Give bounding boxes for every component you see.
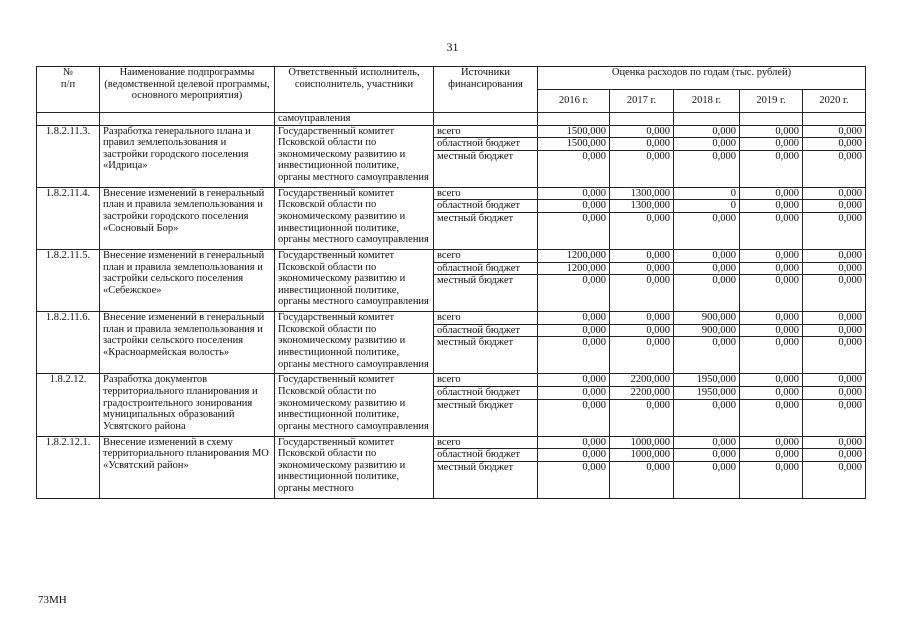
row-executor: Государственный комитет Псковской области по экономическому развитию и инвестиционной политике, органы местного самоуправления <box>275 249 434 311</box>
footer-code: 73МН <box>38 594 67 606</box>
row-code: 1.8.2.11.6. <box>37 312 100 374</box>
continuation-empty <box>100 113 275 126</box>
year-value-cell: 0,000 <box>803 138 866 151</box>
year-value-cell: 0,000 <box>740 461 803 498</box>
year-value-cell: 1500,000 <box>538 138 610 151</box>
continuation-empty <box>610 113 674 126</box>
year-value-cell: 0,000 <box>538 212 610 249</box>
year-value-cell: 0,000 <box>538 150 610 187</box>
year-value-cell: 0,000 <box>538 399 610 436</box>
year-value-cell: 0,000 <box>803 249 866 262</box>
year-value-cell: 900,000 <box>674 324 740 337</box>
year-value-cell: 1500,000 <box>538 125 610 138</box>
year-value-cell: 0,000 <box>538 324 610 337</box>
year-value-cell: 0,000 <box>674 262 740 275</box>
year-value-cell: 0,000 <box>538 312 610 325</box>
year-value-cell: 2200,000 <box>610 374 674 387</box>
year-value-cell: 0,000 <box>610 312 674 325</box>
continuation-empty <box>37 113 100 126</box>
row-executor: Государственный комитет Псковской области по экономическому развитию и инвестиционной политике, органы местного <box>275 436 434 498</box>
year-value-cell: 0,000 <box>740 212 803 249</box>
year-value-cell: 0,000 <box>610 212 674 249</box>
col-name-header: Наименование подпрограммы (ведомственной целевой программы, основного мероприятия) <box>100 67 275 113</box>
year-value-cell: 0,000 <box>803 386 866 399</box>
year-value-cell: 1950,000 <box>674 374 740 387</box>
funding-source: всего <box>434 125 538 138</box>
year-2017-header: 2017 г. <box>610 90 674 113</box>
year-value-cell: 0,000 <box>740 125 803 138</box>
continuation-empty <box>674 113 740 126</box>
year-value-cell: 0,000 <box>803 324 866 337</box>
table-row <box>37 125 866 138</box>
budget-table <box>36 66 866 499</box>
year-value-cell: 0,000 <box>740 436 803 449</box>
year-2019-header: 2019 г. <box>740 90 803 113</box>
year-value-cell: 0,000 <box>803 337 866 374</box>
row-name: Разработка генерального плана и правил землепользования и застройки городского поселения «Идрица» <box>100 125 275 187</box>
funding-source: местный бюджет <box>434 275 538 312</box>
funding-source: всего <box>434 187 538 200</box>
year-value-cell: 0,000 <box>803 449 866 462</box>
year-value-cell: 0,000 <box>674 125 740 138</box>
funding-source: местный бюджет <box>434 337 538 374</box>
table-row <box>37 374 866 387</box>
year-value-cell: 0,000 <box>740 138 803 151</box>
year-value-cell: 0,000 <box>538 275 610 312</box>
year-value-cell: 0,000 <box>740 200 803 213</box>
funding-source: областной бюджет <box>434 324 538 337</box>
funding-source: местный бюджет <box>434 399 538 436</box>
page-number: 31 <box>446 40 459 54</box>
year-value-cell: 1200,000 <box>538 262 610 275</box>
year-value-cell: 0,000 <box>674 436 740 449</box>
year-2020-header: 2020 г. <box>803 90 866 113</box>
funding-source: всего <box>434 436 538 449</box>
col-sources-header: Источники финансирования <box>434 67 538 113</box>
row-name: Внесение изменений в генеральный план и правила землепользования и застройки городского поселения «Сосновый Бор» <box>100 187 275 249</box>
year-value-cell: 0,000 <box>803 150 866 187</box>
year-value-cell: 1000,000 <box>610 449 674 462</box>
col-executor-header: Ответственный исполнитель, соисполнитель, участники <box>275 67 434 113</box>
year-value-cell: 0,000 <box>740 275 803 312</box>
table-row <box>37 249 866 262</box>
year-value-cell: 0,000 <box>740 399 803 436</box>
row-executor: Государственный комитет Псковской области по экономическому развитию и инвестиционной политике, органы местного самоуправления <box>275 125 434 187</box>
continuation-empty <box>740 113 803 126</box>
year-value-cell: 0,000 <box>610 125 674 138</box>
year-value-cell: 2200,000 <box>610 386 674 399</box>
year-value-cell: 0,000 <box>610 337 674 374</box>
row-code: 1.8.2.11.5. <box>37 249 100 311</box>
year-value-cell: 0,000 <box>674 399 740 436</box>
year-value-cell: 0,000 <box>803 374 866 387</box>
year-value-cell: 0,000 <box>740 374 803 387</box>
row-name: Внесение изменений в генеральный план и правила землепользования и застройки сельского поселения «Себежское» <box>100 249 275 311</box>
funding-source: всего <box>434 312 538 325</box>
year-2018-header: 2018 г. <box>674 90 740 113</box>
year-value-cell: 0,000 <box>740 386 803 399</box>
year-value-cell: 900,000 <box>674 312 740 325</box>
year-value-cell: 0,000 <box>674 249 740 262</box>
continuation-cell: самоуправления <box>275 113 434 126</box>
year-value-cell: 0,000 <box>610 249 674 262</box>
year-value-cell: 0,000 <box>610 324 674 337</box>
row-executor: Государственный комитет Псковской области по экономическому развитию и инвестиционной политике, органы местного самоуправления <box>275 312 434 374</box>
year-value-cell: 0,000 <box>610 461 674 498</box>
year-value-cell: 0,000 <box>674 461 740 498</box>
row-executor: Государственный комитет Псковской области по экономическому развитию и инвестиционной политике, органы местного самоуправления <box>275 374 434 436</box>
continuation-empty <box>803 113 866 126</box>
table-row <box>37 187 866 200</box>
year-value-cell: 0 <box>674 187 740 200</box>
year-value-cell: 0,000 <box>674 337 740 374</box>
year-value-cell: 0,000 <box>803 312 866 325</box>
funding-source: областной бюджет <box>434 262 538 275</box>
year-value-cell: 0,000 <box>803 212 866 249</box>
year-value-cell: 0,000 <box>803 399 866 436</box>
row-code: 1.8.2.12.1. <box>37 436 100 498</box>
funding-source: местный бюджет <box>434 150 538 187</box>
funding-source: областной бюджет <box>434 386 538 399</box>
continuation-empty <box>538 113 610 126</box>
year-value-cell: 0,000 <box>803 275 866 312</box>
year-value-cell: 1000,000 <box>610 436 674 449</box>
year-value-cell: 0,000 <box>610 399 674 436</box>
year-value-cell: 0 <box>674 200 740 213</box>
year-value-cell: 0,000 <box>538 449 610 462</box>
year-value-cell: 0,000 <box>803 262 866 275</box>
year-value-cell: 0,000 <box>803 125 866 138</box>
year-value-cell: 0,000 <box>740 150 803 187</box>
year-value-cell: 0,000 <box>538 386 610 399</box>
year-value-cell: 0,000 <box>538 436 610 449</box>
table-row <box>37 436 866 449</box>
year-value-cell: 0,000 <box>674 275 740 312</box>
year-value-cell: 0,000 <box>803 187 866 200</box>
year-2016-header: 2016 г. <box>538 90 610 113</box>
funding-source: местный бюджет <box>434 212 538 249</box>
year-value-cell: 1300,000 <box>610 200 674 213</box>
year-value-cell: 0,000 <box>740 324 803 337</box>
year-value-cell: 0,000 <box>538 337 610 374</box>
year-value-cell: 0,000 <box>803 436 866 449</box>
table-row <box>37 312 866 325</box>
funding-source: всего <box>434 249 538 262</box>
year-value-cell: 1950,000 <box>674 386 740 399</box>
header-row <box>37 67 866 90</box>
year-value-cell: 0,000 <box>740 187 803 200</box>
col-number-header: № п/п <box>37 67 100 113</box>
col-estimate-header: Оценка расходов по годам (тыс. рублей) <box>538 67 866 90</box>
year-value-cell: 0,000 <box>803 461 866 498</box>
continuation-empty <box>434 113 538 126</box>
row-code: 1.8.2.12. <box>37 374 100 436</box>
year-value-cell: 0,000 <box>674 212 740 249</box>
year-value-cell: 1300,000 <box>610 187 674 200</box>
funding-source: областной бюджет <box>434 200 538 213</box>
year-value-cell: 0,000 <box>740 449 803 462</box>
year-value-cell: 0,000 <box>803 200 866 213</box>
year-value-cell: 0,000 <box>610 150 674 187</box>
funding-source: областной бюджет <box>434 138 538 151</box>
continuation-row <box>37 113 866 126</box>
year-value-cell: 0,000 <box>538 187 610 200</box>
year-value-cell: 0,000 <box>740 262 803 275</box>
year-value-cell: 0,000 <box>674 150 740 187</box>
year-value-cell: 0,000 <box>610 275 674 312</box>
year-value-cell: 0,000 <box>740 312 803 325</box>
year-value-cell: 0,000 <box>740 249 803 262</box>
row-name: Разработка документов территориального планирования и градостроительного зонирования муниципальных образований Усвятского района <box>100 374 275 436</box>
funding-source: областной бюджет <box>434 449 538 462</box>
row-executor: Государственный комитет Псковской области по экономическому развитию и инвестиционной политике, органы местного самоуправления <box>275 187 434 249</box>
year-value-cell: 0,000 <box>610 262 674 275</box>
funding-source: местный бюджет <box>434 461 538 498</box>
year-value-cell: 0,000 <box>674 449 740 462</box>
year-value-cell: 0,000 <box>538 461 610 498</box>
year-value-cell: 1200,000 <box>538 249 610 262</box>
row-code: 1.8.2.11.3. <box>37 125 100 187</box>
year-value-cell: 0,000 <box>538 200 610 213</box>
year-value-cell: 0,000 <box>674 138 740 151</box>
year-value-cell: 0,000 <box>610 138 674 151</box>
year-value-cell: 0,000 <box>740 337 803 374</box>
funding-source: всего <box>434 374 538 387</box>
row-name: Внесение изменений в схему территориального планирования МО «Усвятский район» <box>100 436 275 498</box>
year-value-cell: 0,000 <box>538 374 610 387</box>
row-name: Внесение изменений в генеральный план и правила землепользования и застройки сельского поселения «Красноармейская волость» <box>100 312 275 374</box>
row-code: 1.8.2.11.4. <box>37 187 100 249</box>
